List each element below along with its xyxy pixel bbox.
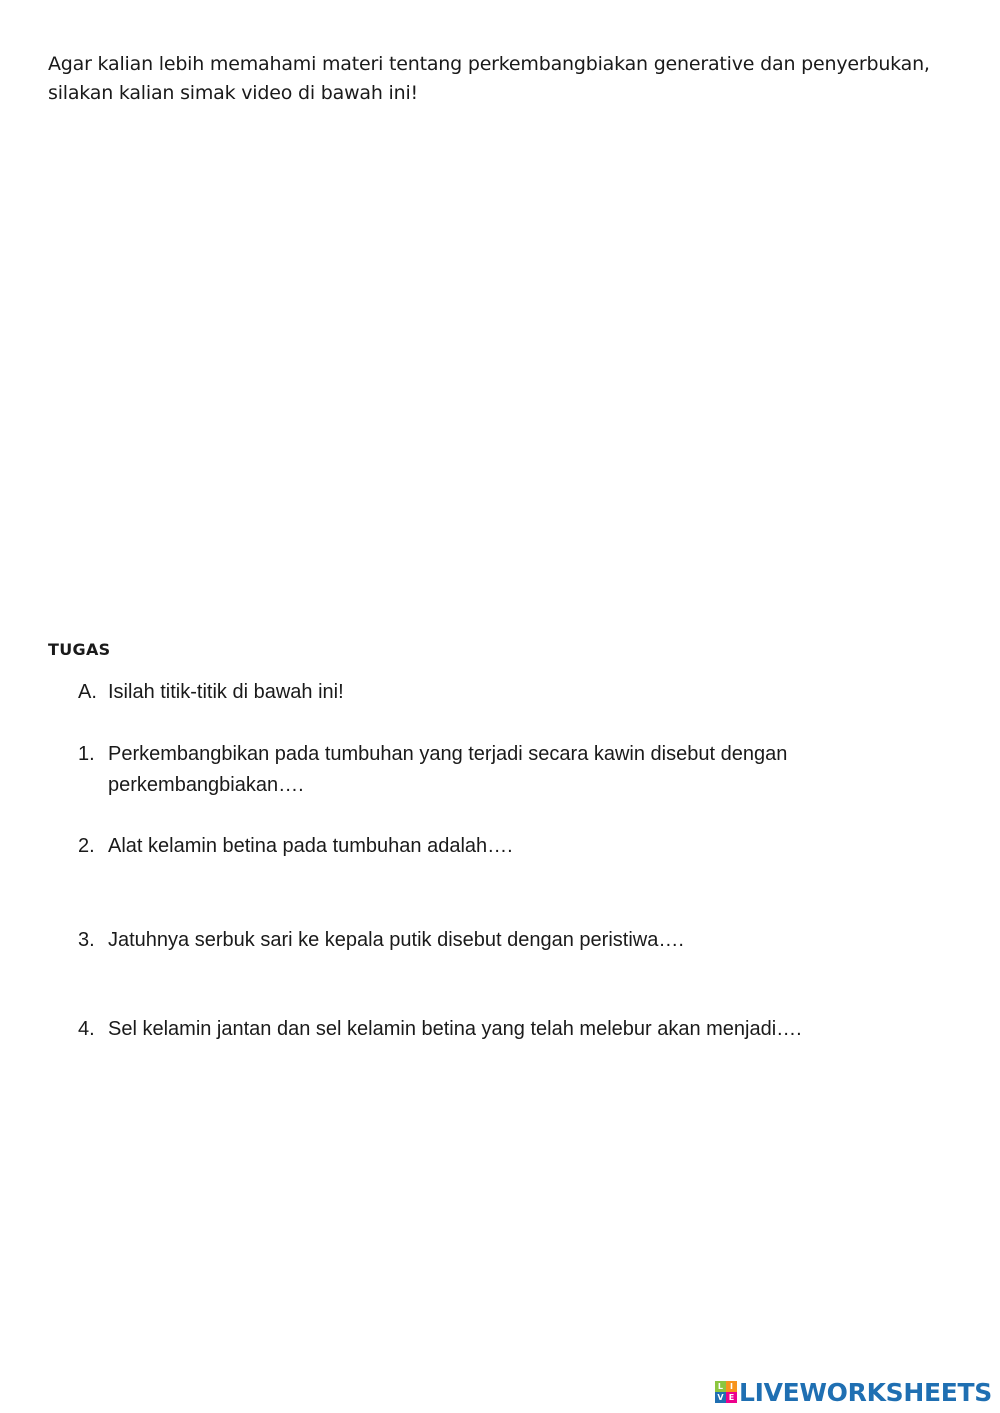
question-number: 3.: [78, 929, 95, 951]
question-text-line-1: Perkembangbikan pada tumbuhan yang terjadi secara kawin disebut dengan: [108, 743, 788, 765]
intro-line-2: silakan kalian simak video di bawah ini!: [48, 82, 418, 104]
logo-text: LIVEWORKSHEETS: [738, 1377, 992, 1407]
logo-mark-v: V: [715, 1392, 726, 1403]
logo-mark-i: I: [726, 1381, 737, 1392]
intro-line-1: Agar kalian lebih memahami materi tentang perkembangbiakan generative dan penyerbukan,: [48, 53, 930, 75]
instruction-marker: A.: [78, 681, 97, 703]
logo-mark-e: E: [726, 1392, 737, 1403]
question-text-line-1: Jatuhnya serbuk sari ke kepala putik disebut dengan peristiwa….: [108, 929, 684, 951]
liveworksheets-logo: [715, 1377, 992, 1407]
question-number: 1.: [78, 743, 95, 765]
question-number: 4.: [78, 1018, 95, 1040]
question-text-line-1: Alat kelamin betina pada tumbuhan adalah….: [108, 835, 513, 857]
logo-mark-l: L: [715, 1381, 726, 1392]
video-placeholder[interactable]: [48, 120, 948, 620]
intro-paragraph: [48, 50, 948, 108]
instruction-text: Isilah titik-titik di bawah ini!: [108, 681, 344, 703]
question-text-line-2: perkembangbiakan….: [108, 774, 304, 796]
question-number: 2.: [78, 835, 95, 857]
logo-mark-icon: [715, 1381, 737, 1403]
question-text-line-1: Sel kelamin jantan dan sel kelamin betina yang telah melebur akan menjadi….: [108, 1018, 802, 1040]
section-title: TUGAS: [48, 640, 111, 659]
